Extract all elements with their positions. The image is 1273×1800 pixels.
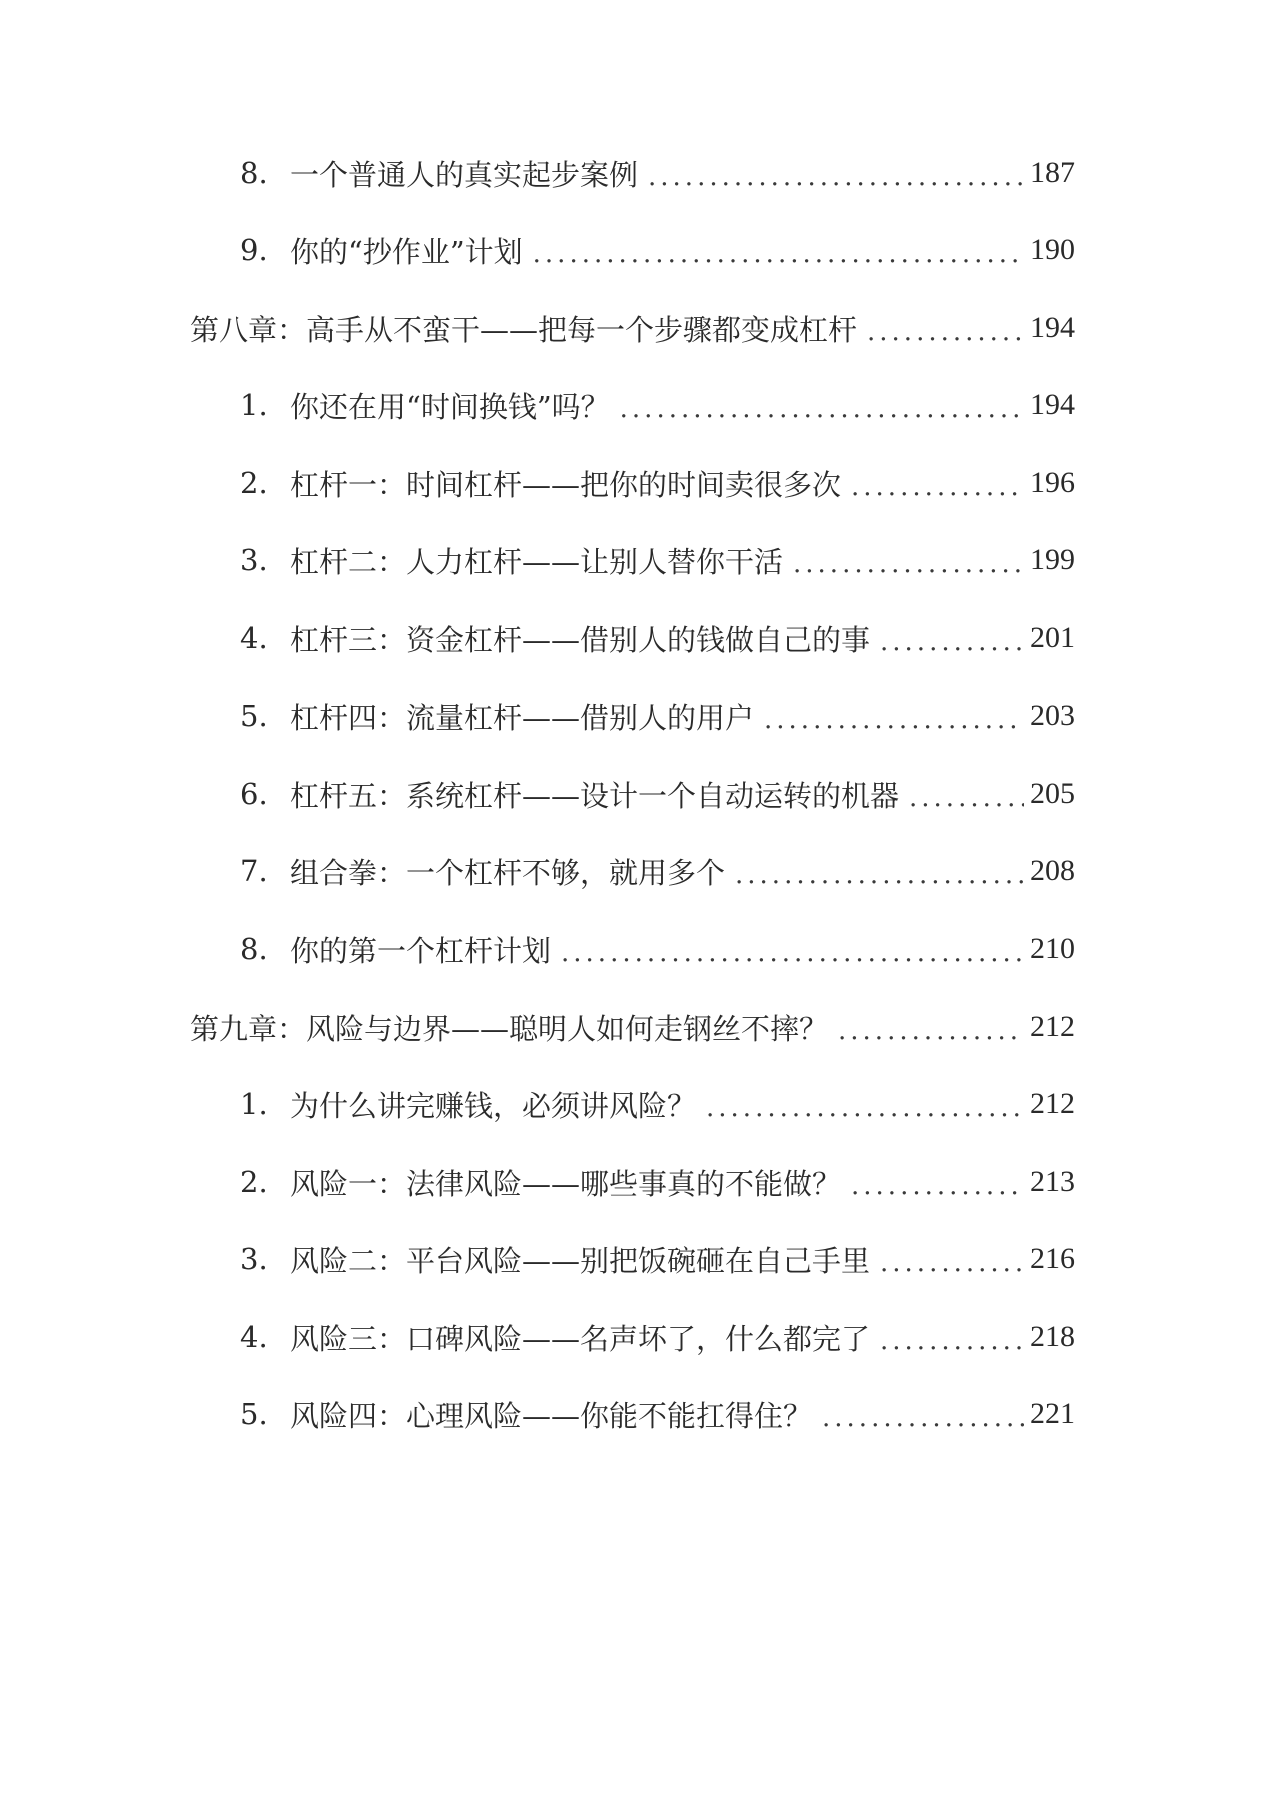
toc-entry-chapter[interactable] (190, 298, 1075, 358)
dot-leader (909, 785, 1024, 811)
entry-page-number: 216 (1030, 1242, 1075, 1275)
dot-leader (533, 241, 1024, 267)
dot-leader (838, 1018, 1024, 1044)
entry-number: 1. (240, 388, 268, 422)
entry-title: 一个普通人的真实起步案例 (290, 157, 639, 192)
entry-number: 8. (240, 156, 268, 190)
toc-entry-section[interactable] (190, 1307, 1075, 1367)
entry-page-number: 194 (1030, 311, 1075, 344)
entry-page-number: 199 (1030, 543, 1075, 576)
entry-number: 5. (240, 1397, 268, 1431)
entry-title: 为什么讲完赚钱，必须讲风险？ (290, 1088, 697, 1123)
entry-page-number: 210 (1030, 932, 1075, 965)
entry-number: 9. (240, 233, 268, 267)
dot-leader (735, 862, 1024, 888)
entry-page-number: 203 (1030, 699, 1075, 732)
entry-title: 杠杆三：资金杠杆——借别人的钱做自己的事 (290, 622, 871, 657)
entry-title: 风险一：法律风险——哪些事真的不能做？ (290, 1166, 842, 1201)
entry-number: 4. (240, 1320, 268, 1354)
entry-page-number: 187 (1030, 156, 1075, 189)
entry-number: 2. (240, 466, 268, 500)
toc-entry-section[interactable] (190, 608, 1075, 668)
entry-title: 杠杆二：人力杠杆——让别人替你干活 (290, 544, 784, 579)
dot-leader (620, 396, 1024, 422)
entry-page-number: 201 (1030, 621, 1075, 654)
toc-entry-section[interactable] (190, 453, 1075, 513)
toc-entry-section[interactable] (190, 530, 1075, 590)
entry-number: 5. (240, 699, 268, 733)
toc-entry-section[interactable] (190, 1152, 1075, 1212)
dot-leader (822, 1405, 1024, 1431)
entry-number: 6. (240, 777, 268, 811)
dot-leader (880, 1250, 1024, 1276)
toc-entry-section[interactable] (190, 1074, 1075, 1134)
chapter-title: 第九章：风险与边界——聪明人如何走钢丝不摔？ (190, 1011, 829, 1046)
toc-entry-section[interactable] (190, 686, 1075, 746)
entry-number: 8. (240, 932, 268, 966)
dot-leader (561, 940, 1024, 966)
entry-page-number: 205 (1030, 777, 1075, 810)
toc-entry-chapter[interactable] (190, 997, 1075, 1057)
entry-number: 7. (240, 854, 268, 888)
toc-entry-section[interactable] (190, 841, 1075, 901)
entry-page-number: 212 (1030, 1087, 1075, 1120)
entry-title: 你的“抄作业”计划 (290, 234, 523, 269)
toc-entry-section[interactable] (190, 220, 1075, 280)
entry-number: 4. (240, 621, 268, 655)
dot-leader (706, 1095, 1024, 1121)
dot-leader (851, 474, 1024, 500)
entry-title: 组合拳：一个杠杆不够，就用多个 (290, 855, 726, 890)
dot-leader (648, 164, 1024, 190)
dot-leader (867, 319, 1024, 345)
chapter-title: 第八章：高手从不蛮干——把每一个步骤都变成杠杆 (190, 312, 858, 347)
entry-page-number: 190 (1030, 233, 1075, 266)
toc-entry-section[interactable] (190, 764, 1075, 824)
entry-title: 风险三：口碑风险——名声坏了，什么都完了 (290, 1321, 871, 1356)
entry-title: 风险四：心理风险——你能不能扛得住？ (290, 1398, 813, 1433)
toc-entry-section[interactable] (190, 143, 1075, 203)
entry-title: 你的第一个杠杆计划 (290, 933, 552, 968)
entry-page-number: 194 (1030, 388, 1075, 421)
dot-leader (880, 1328, 1024, 1354)
entry-title: 风险二：平台风险——别把饭碗砸在自己手里 (290, 1243, 871, 1278)
entry-number: 1. (240, 1087, 268, 1121)
entry-page-number: 196 (1030, 466, 1075, 499)
dot-leader (880, 629, 1024, 655)
entry-title: 你还在用“时间换钱”吗？ (290, 389, 610, 424)
entry-title: 杠杆四：流量杠杆——借别人的用户 (290, 700, 755, 735)
toc-entry-section[interactable] (190, 375, 1075, 435)
entry-title: 杠杆五：系统杠杆——设计一个自动运转的机器 (290, 778, 900, 813)
entry-number: 2. (240, 1165, 268, 1199)
toc-entry-section[interactable] (190, 1229, 1075, 1289)
entry-number: 3. (240, 543, 268, 577)
dot-leader (793, 551, 1024, 577)
entry-page-number: 208 (1030, 854, 1075, 887)
dot-leader (764, 707, 1024, 733)
entry-title: 杠杆一：时间杠杆——把你的时间卖很多次 (290, 467, 842, 502)
entry-page-number: 212 (1030, 1010, 1075, 1043)
entry-number: 3. (240, 1242, 268, 1276)
toc-entry-section[interactable] (190, 1384, 1075, 1444)
toc-entry-section[interactable] (190, 919, 1075, 979)
entry-page-number: 213 (1030, 1165, 1075, 1198)
entry-page-number: 218 (1030, 1320, 1075, 1353)
entry-page-number: 221 (1030, 1397, 1075, 1430)
dot-leader (851, 1173, 1024, 1199)
